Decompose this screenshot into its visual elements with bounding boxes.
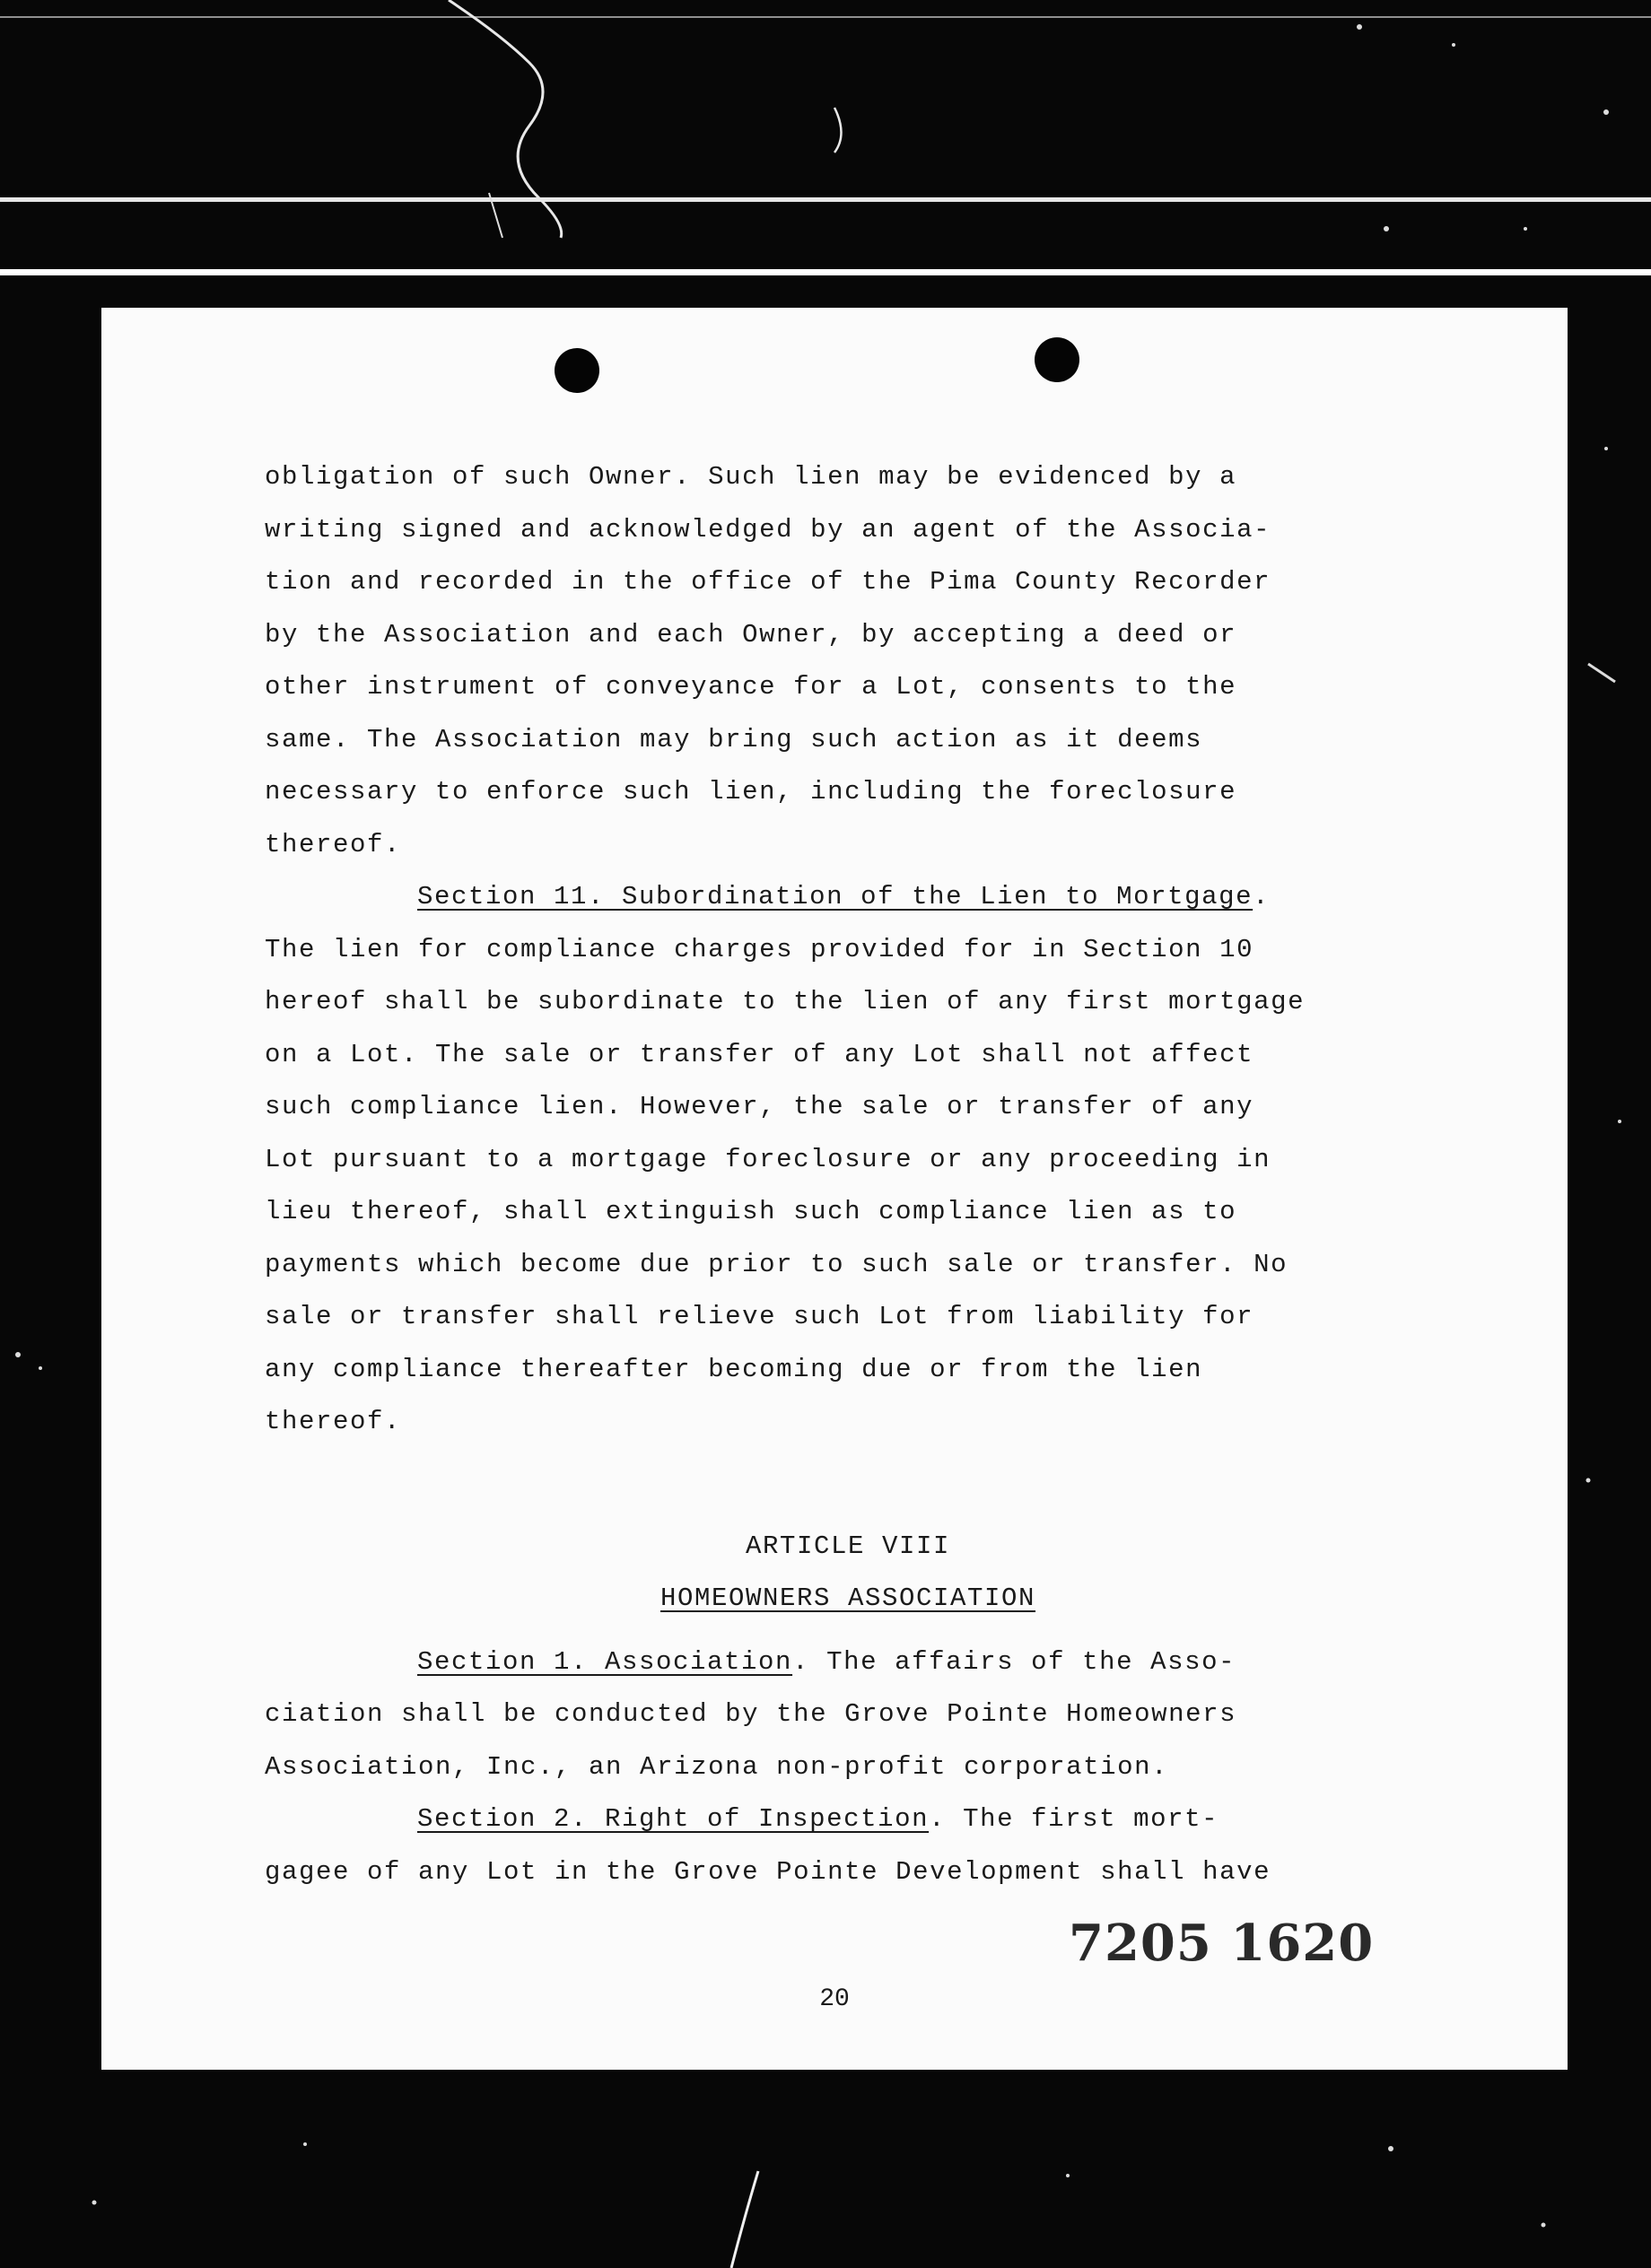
page-body [265, 451, 1422, 1898]
text-line: other instrument of conveyance for a Lot, consents to the [265, 672, 1237, 702]
section-heading-line [265, 871, 1422, 924]
punch-hole [555, 348, 599, 393]
text-line: same. The Association may bring such action as it deems [265, 724, 1203, 755]
heading-period: . [1253, 882, 1271, 912]
section-1-first-line: . The affairs of the Asso- [792, 1646, 1236, 1677]
section-heading-line [265, 1636, 1422, 1689]
article-heading [265, 1521, 1422, 1626]
text-line: sale or transfer shall relieve such Lot from liability for [265, 1302, 1254, 1331]
page-number: 20 [819, 1985, 850, 2013]
paragraph-lien-evidence [265, 451, 1422, 871]
section-2 [265, 1793, 1422, 1898]
recording-stamp: 7205 1620 [1069, 1914, 1375, 1973]
text-line: writing signed and acknowledged by an agent of the Associa- [265, 514, 1271, 545]
section-11-heading: Section 11. Subordination of the Lien to Mortgage [417, 882, 1254, 912]
section-2-heading: Section 2. Right of Inspection [417, 1804, 930, 1834]
text-line: payments which become due prior to such sale or transfer. No [265, 1249, 1288, 1279]
section-11 [265, 871, 1422, 1449]
section-1 [265, 1636, 1422, 1794]
text-line: lieu thereof, shall extinguish such compliance lien as to [265, 1197, 1237, 1226]
text-line: The lien for compliance charges provided for in Section 10 [265, 934, 1254, 964]
section-2-first-line: . The first mort- [929, 1804, 1219, 1834]
text-line: any compliance thereafter becoming due or from the lien [265, 1354, 1203, 1384]
text-line: hereof shall be subordinate to the lien of any first mortgage [265, 987, 1306, 1016]
text-line: obligation of such Owner. Such lien may be evidenced by a [265, 462, 1237, 492]
text-line: Lot pursuant to a mortgage foreclosure or any proceeding in [265, 1144, 1271, 1174]
text-line: gagee of any Lot in the Grove Pointe Development shall have [265, 1856, 1271, 1887]
text-line: such compliance lien. However, the sale or transfer of any [265, 1092, 1254, 1121]
text-line: ciation shall be conducted by the Grove Pointe Homeowners [265, 1699, 1237, 1729]
text-line: tion and recorded in the office of the Pima County Recorder [265, 567, 1271, 597]
text-line: by the Association and each Owner, by accepting a deed or [265, 619, 1237, 650]
section-1-heading: Section 1. Association [417, 1646, 793, 1677]
punch-hole [1035, 337, 1079, 382]
text-line: on a Lot. The sale or transfer of any Lot shall not affect [265, 1039, 1254, 1069]
section-heading-line [265, 1793, 1422, 1846]
document-page [101, 308, 1568, 2070]
text-line: thereof. [265, 829, 402, 859]
text-line: necessary to enforce such lien, including the foreclosure [265, 777, 1237, 807]
article-number: ARTICLE VIII [745, 1531, 951, 1561]
article-title: HOMEOWNERS ASSOCIATION [660, 1583, 1036, 1613]
article-title-line [265, 1573, 1422, 1626]
text-line: Association, Inc., an Arizona non-profit corporation. [265, 1751, 1169, 1782]
text-line: thereof. [265, 1407, 402, 1436]
